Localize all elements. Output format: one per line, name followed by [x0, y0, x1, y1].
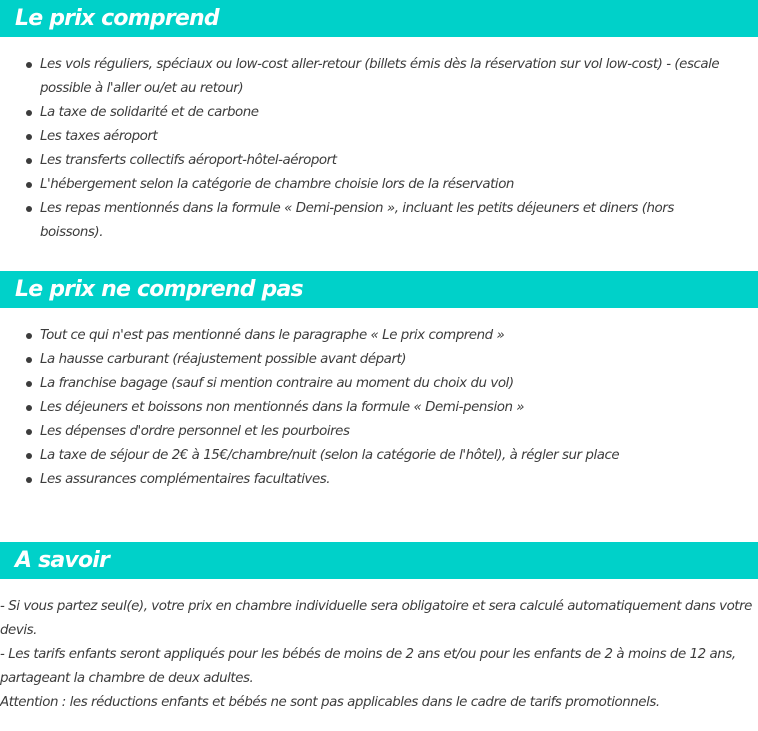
bullet-icon	[26, 405, 32, 411]
list-item-text: L'hébergement selon la catégorie de chambre choisie lors de la réservation	[40, 177, 514, 192]
to-know-paragraph: - Si vous partez seul(e), votre prix en chambre individuelle sera obligatoire et sera calculé automatiquement dans votre devis.	[0, 599, 752, 638]
list-item	[0, 197, 758, 245]
list-item-text: Tout ce qui n'est pas mentionné dans le paragraphe « Le prix comprend »	[40, 328, 505, 343]
list-item-text: Les assurances complémentaires facultatives.	[40, 472, 331, 487]
to-know-paragraph: Attention : les réductions enfants et bébés ne sont pas applicables dans le cadre de tarifs promotionnels.	[0, 695, 660, 710]
bullet-icon	[26, 158, 32, 164]
excluded-list	[0, 324, 758, 492]
to-know-content	[0, 595, 758, 715]
section-header-to-know: A savoir	[0, 542, 758, 579]
bullet-icon	[26, 381, 32, 387]
section-header-excluded: Le prix ne comprend pas	[0, 271, 758, 308]
bullet-icon	[26, 429, 32, 435]
bullet-icon	[26, 62, 32, 68]
list-item-text: La hausse carburant (réajustement possible avant départ)	[40, 352, 407, 367]
list-item	[0, 420, 758, 444]
list-item	[0, 396, 758, 420]
bullet-icon	[26, 453, 32, 459]
list-item-text: Les repas mentionnés dans la formule « Demi-pension », incluant les petits déjeuners et diners (hors boissons).	[40, 201, 674, 240]
list-item-text: La franchise bagage (sauf si mention contraire au moment du choix du vol)	[40, 376, 514, 391]
list-item	[0, 125, 758, 149]
bullet-icon	[26, 110, 32, 116]
bullet-icon	[26, 182, 32, 188]
section-header-included: Le prix comprend	[0, 0, 758, 37]
list-item	[0, 324, 758, 348]
list-item	[0, 101, 758, 125]
bullet-icon	[26, 333, 32, 339]
list-item	[0, 173, 758, 197]
list-item	[0, 53, 758, 101]
to-know-paragraph: - Les tarifs enfants seront appliqués pour les bébés de moins de 2 ans et/ou pour les enfants de 2 à moins de 12 ans, partageant la chambre de deux adultes.	[0, 647, 736, 686]
list-item	[0, 444, 758, 468]
included-list	[0, 53, 758, 245]
list-item	[0, 149, 758, 173]
list-item-text: La taxe de séjour de 2€ à 15€/chambre/nuit (selon la catégorie de l'hôtel), à régler sur place	[40, 448, 620, 463]
list-item-text: La taxe de solidarité et de carbone	[40, 105, 259, 120]
bullet-icon	[26, 206, 32, 212]
list-item	[0, 348, 758, 372]
list-item-text: Les déjeuners et boissons non mentionnés dans la formule « Demi-pension »	[40, 400, 525, 415]
bullet-icon	[26, 477, 32, 483]
bullet-icon	[26, 134, 32, 140]
list-item-text: Les vols réguliers, spéciaux ou low-cost aller-retour (billets émis dès la réservation sur vol low-cost) - (escale possible à l'aller ou/et au retour)	[40, 57, 720, 96]
list-item-text: Les dépenses d'ordre personnel et les pourboires	[40, 424, 350, 439]
list-item-text: Les transferts collectifs aéroport-hôtel-aéroport	[40, 153, 337, 168]
bullet-icon	[26, 357, 32, 363]
list-item	[0, 372, 758, 396]
list-item	[0, 468, 758, 492]
list-item-text: Les taxes aéroport	[40, 129, 158, 144]
